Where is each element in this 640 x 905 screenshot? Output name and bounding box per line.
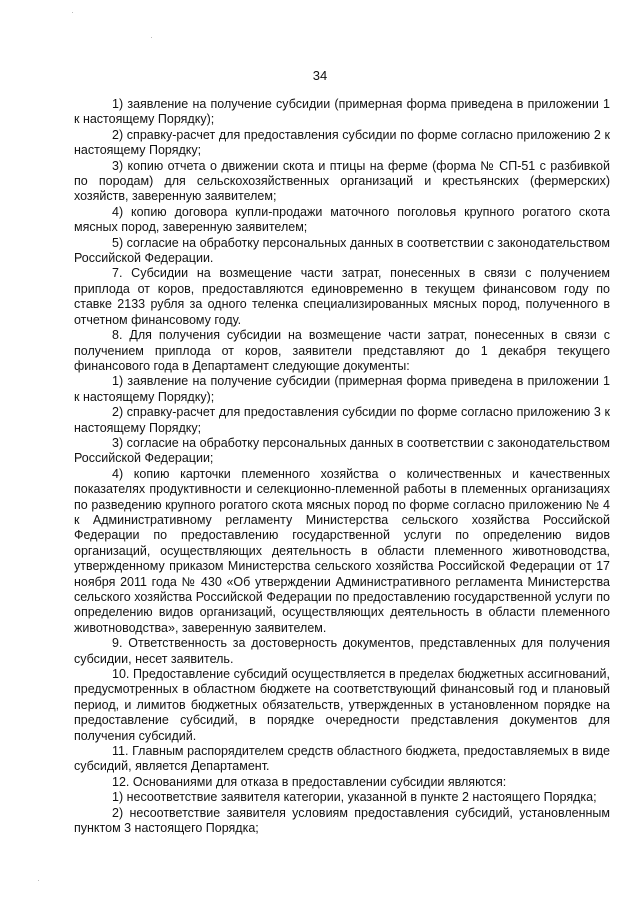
document-body [74, 97, 610, 837]
paragraph: 7. Субсидии на возмещение части затрат, понесенных в связи с получением приплода от коров, предоставляются единовременно в текущем финансовом году по ставке 2133 рубля за одного теленка специализированных мясных пород, полученного в отчетном финансовому году. [74, 266, 610, 327]
paragraph: 2) справку-расчет для предоставления субсидии по форме согласно приложению 3 к настоящему Порядку; [74, 405, 610, 435]
paragraph: 4) копию карточки племенного хозяйства о количественных и качественных показателях продуктивности и селекционно-племенной работы в племенных организациях по разведению крупного рогатого скота мясных пород по форме согласно приложению № 4 к Административному регламенту Министерства сельского хозяйства Российской Федерации по предоставлению государственной услуги по определению видов организаций, осуществляющих деятельность в области племенного животноводства, утвержденному приказом Министерства сельского хозяйства Российской Федерации от 17 ноября 2011 года № 430 «Об утверждении Административного регламента Министерства сельского хозяйства Российской Федерации по предоставлению государственной услуги по определению видов организаций, осуществляющих деятельность в области племенного животноводства», заверенную заявителем. [74, 466, 610, 635]
paragraph: 11. Главным распорядителем средств областного бюджета, предоставляемых в виде субсидий, является Департамент. [74, 744, 610, 774]
scan-speck [72, 12, 73, 13]
paragraph: 12. Основаниями для отказа в предоставлении субсидии являются: [112, 774, 507, 789]
paragraph: 2) несоответствие заявителя условиям предоставления субсидий, установленным пунктом 3 настоящего Порядка; [74, 805, 610, 836]
paragraph: 5) согласие на обработку персональных данных в соответствии с законодательством Российской Федерации. [74, 235, 610, 266]
paragraph: 1) заявление на получение субсидии (примерная форма приведена в приложении 1 к настоящему Порядку); [74, 374, 610, 404]
paragraph: 10. Предоставление субсидий осуществляется в пределах бюджетных ассигнований, предусмотренных в областном бюджете на соответствующий финансовый год и плановый период, и лимитов бюджетных обязательств, утвержденных в установленном порядке на предоставление субсидий, в порядке очередности представления документов для получения субсидий. [74, 667, 610, 743]
paragraph: 3) согласие на обработку персональных данных в соответствии с законодательством Российской Федерации; [74, 435, 610, 466]
paragraph: 3) копию отчета о движении скота и птицы на ферме (форма № СП-51 с разбивкой по породам) для сельскохозяйственных организаций и крестьянских (фермерских) хозяйств, заверенную заявителем; [74, 158, 610, 204]
page-number: 34 [312, 68, 328, 83]
scan-speck [38, 880, 39, 881]
paragraph: 1) заявление на получение субсидии (примерная форма приведена в приложении 1 к настоящему Порядку); [74, 97, 610, 127]
scan-speck [151, 37, 152, 38]
paragraph: 9. Ответственность за достоверность документов, представленных для получения субсидии, несет заявитель. [74, 636, 610, 666]
paragraph: 1) несоответствие заявителя категории, указанной в пункте 2 настоящего Порядка; [112, 790, 597, 805]
paragraph: 4) копию договора купли-продажи маточного поголовья крупного рогатого скота мясных пород, заверенную заявителем; [74, 204, 610, 235]
paragraph: 8. Для получения субсидии на возмещение части затрат, понесенных в связи с получением приплода от коров, заявители представляют до 1 декабря текущего финансового года в Департамент следующие документы: [74, 328, 610, 373]
paragraph: 2) справку-расчет для предоставления субсидии по форме согласно приложению 2 к настоящему Порядку; [74, 127, 610, 158]
